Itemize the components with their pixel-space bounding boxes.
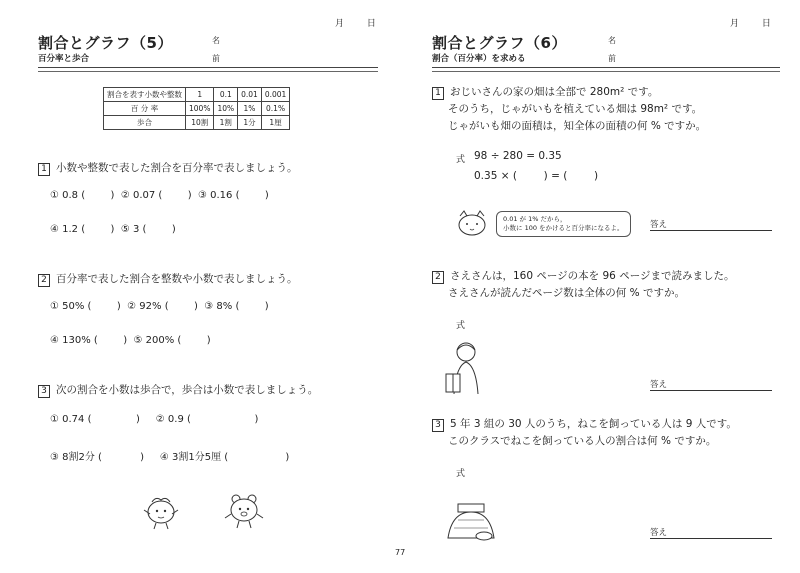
question-line: じゃがいも畑の面積は，知全体の面積の何 % ですか。 <box>448 120 707 132</box>
question-3 <box>38 382 318 398</box>
table-cell: 1分 <box>238 116 262 130</box>
table-cell: 100% <box>186 102 214 116</box>
formula-line-2[interactable]: 0.35 × ( ) = ( ) <box>474 170 599 182</box>
answer-label: 答え <box>650 528 668 538</box>
page-subtitle: 割合（百分率）を求める <box>432 54 526 64</box>
table-cell: 0.1 <box>214 88 238 102</box>
page-title: 割合とグラフ（5） <box>38 34 173 52</box>
name-label-bottom: 前 <box>212 54 220 63</box>
question-number: 1 <box>432 87 444 100</box>
name-label-top: 名 <box>608 36 616 45</box>
table-cell: 1厘 <box>261 116 289 130</box>
table-cell: 1% <box>238 102 262 116</box>
header-rule-thin <box>38 71 378 72</box>
table-cell: 1 <box>186 88 214 102</box>
answer-line[interactable] <box>650 390 772 391</box>
girl-reading-illustration <box>442 338 488 396</box>
page-number: 77 <box>395 548 406 557</box>
right-worksheet <box>400 0 800 573</box>
formula-label: 式 <box>456 155 466 165</box>
question-2 <box>432 268 792 302</box>
header-rule <box>432 67 780 68</box>
q2-items-row-1[interactable]: ① 50% ( ) ② 92% ( ) ③ 8% ( ) <box>50 301 269 312</box>
question-text: 百分率で表した割合を整数や小数で表しましょう。 <box>56 273 298 285</box>
cat-mascot-illustration <box>455 210 489 238</box>
table-cell: 10% <box>214 102 238 116</box>
table-cell: 0.1% <box>261 102 289 116</box>
table-header-cell: 割合を表す小数や整数 <box>104 88 186 102</box>
name-label-bottom: 前 <box>608 54 616 63</box>
reference-table <box>103 87 290 130</box>
question-number: 2 <box>38 274 50 287</box>
question-line: おじいさんの家の畑は全部で 280m² です。 <box>450 86 659 98</box>
table-header-cell: 歩合 <box>104 116 186 130</box>
bear-mascot-illustration <box>222 492 266 530</box>
formula-label: 式 <box>456 321 466 331</box>
hint-line: 0.01 が 1% だから， <box>503 215 567 223</box>
q2-items-row-2[interactable]: ④ 130% ( ) ⑤ 200% ( ) <box>50 335 211 346</box>
table-cell: 0.01 <box>238 88 262 102</box>
question-number: 2 <box>432 271 444 284</box>
question-line: さえさんが読んだページ数は全体の何 % ですか。 <box>448 287 685 299</box>
question-text: 次の割合を小数は歩合で，歩合は小数で表しましょう。 <box>56 384 319 396</box>
month-day: 月 日 <box>730 19 781 29</box>
question-3 <box>432 416 792 450</box>
question-text: 小数や整数で表した割合を百分率で表しましょう。 <box>56 162 298 174</box>
question-1 <box>38 160 298 176</box>
q3-items-row-1[interactable]: ① 0.74 ( ) ② 0.9 ( ) <box>50 414 259 425</box>
table-header-cell: 百 分 率 <box>104 102 186 116</box>
table-cell: 1割 <box>214 116 238 130</box>
answer-label: 答え <box>650 380 668 390</box>
month-day: 月 日 <box>335 19 386 29</box>
question-line: 5 年 3 組の 30 人のうち，ねこを飼っている人は 9 人です。 <box>450 418 737 430</box>
question-line: このクラスでねこを飼っている人の割合は何 % ですか。 <box>448 435 717 447</box>
question-number: 3 <box>432 419 444 432</box>
page-subtitle: 百分率と歩合 <box>38 54 90 64</box>
header-rule <box>38 67 378 68</box>
table-row <box>104 116 290 130</box>
cat-on-kotatsu-illustration <box>444 498 498 542</box>
q1-items-row-1[interactable]: ① 0.8 ( ) ② 0.07 ( ) ③ 0.16 ( ) <box>50 190 269 201</box>
question-line: そのうち，じゃがいもを植えている畑は 98m² です。 <box>448 103 703 115</box>
name-label-top: 名 <box>212 36 220 45</box>
question-2 <box>38 271 298 287</box>
question-number: 1 <box>38 163 50 176</box>
table-row <box>104 88 290 102</box>
hint-line: 小数に 100 をかけると百分率になるよ。 <box>503 224 624 232</box>
answer-line[interactable] <box>650 538 772 539</box>
page-title: 割合とグラフ（6） <box>432 34 567 52</box>
question-line: さえさんは，160 ページの本を 96 ページまで読みました。 <box>450 270 735 282</box>
table-row <box>104 102 290 116</box>
question-number: 3 <box>38 385 50 398</box>
formula-line-1: 98 ÷ 280 = 0.35 <box>474 150 562 162</box>
answer-line[interactable] <box>650 230 772 231</box>
girl-mascot-illustration <box>140 492 182 530</box>
hint-bubble <box>496 211 631 237</box>
formula-label: 式 <box>456 469 466 479</box>
q3-items-row-2[interactable]: ③ 8割2分 ( ) ④ 3割1分5厘 ( ) <box>50 452 290 463</box>
q1-items-row-2[interactable]: ④ 1.2 ( ) ⑤ 3 ( ) <box>50 224 176 235</box>
answer-label: 答え <box>650 220 668 230</box>
table-cell: 0.001 <box>261 88 289 102</box>
header-rule-thin <box>432 71 780 72</box>
table-cell: 10割 <box>186 116 214 130</box>
question-1 <box>432 84 792 135</box>
